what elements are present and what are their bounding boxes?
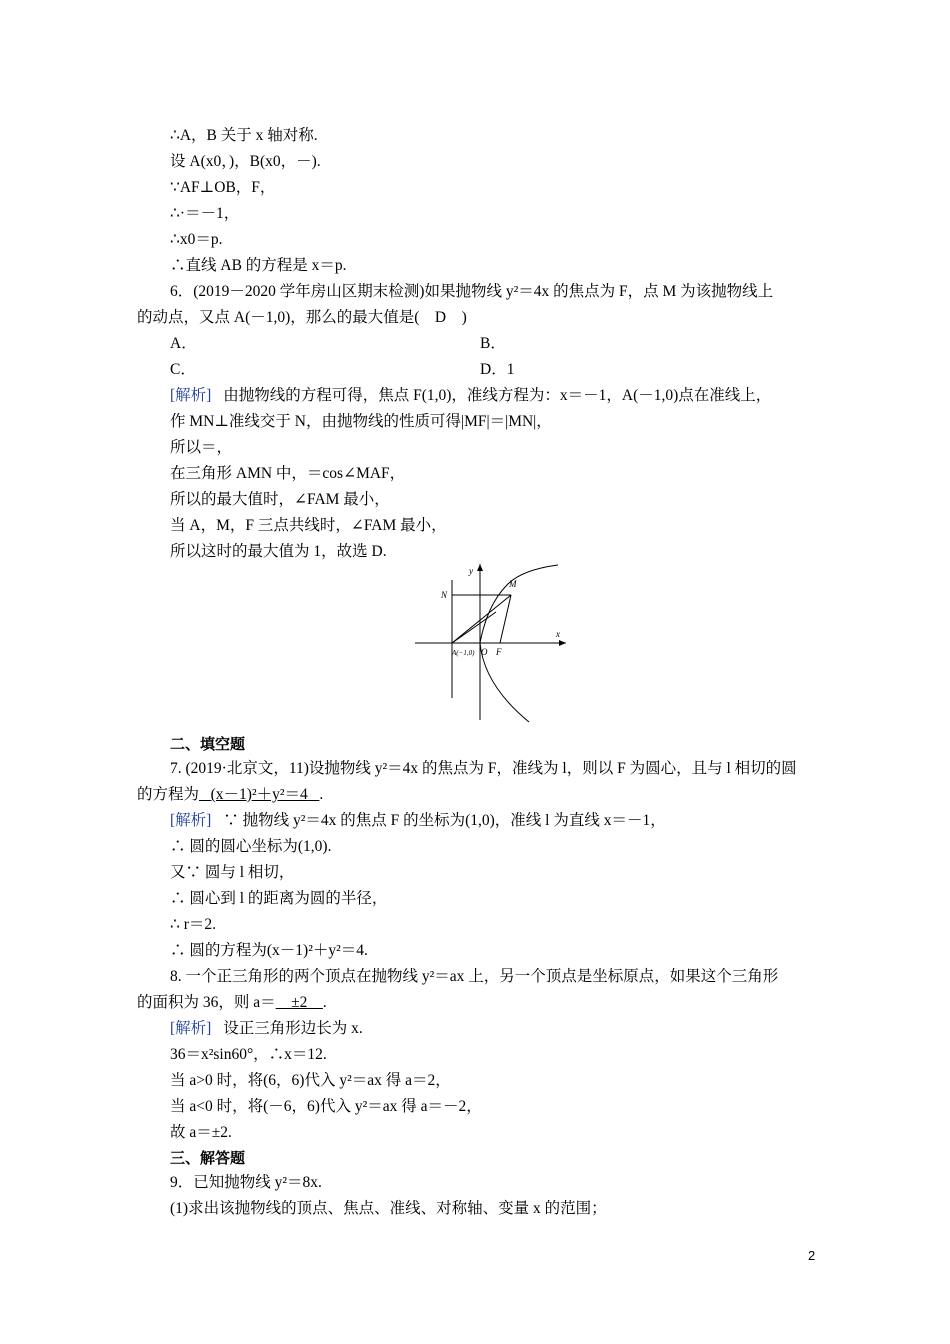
analysis-tag: [解析] [170,1020,212,1037]
question-7-stem: 7. (2019·北京文，11)设抛物线 y²＝4x 的焦点为 F，准线为 l，则以 F 为圆心，且与 l 相切的圆 [170,760,797,777]
question-6-stem-cont: 的动点，又点 A(－1,0)，那么的最大值是( D ) [137,309,467,326]
analysis-tag: [解析] [170,387,212,404]
answer-text: ±2 [291,994,308,1011]
solution-line: 在三角形 AMN 中，＝cos∠MAF， [170,465,406,482]
solution-line: 当 a>0 时，将(6，6)代入 y²＝ax 得 a＝2， [170,1072,451,1089]
parabola-figure [408,560,573,730]
solution-line: 所以的最大值时，∠FAM 最小， [170,491,390,508]
solution-line: 又∵ 圆与 l 相切， [170,864,295,881]
solution-line: ∴ 圆心到 l 的距离为圆的半径， [170,890,388,907]
question-8-stem: 8. 一个正三角形的两个顶点在抛物线 y²＝ax 上，另一个顶点是坐标原点，如果这个三角形 [170,968,779,985]
text-line: ∴x0＝p. [170,231,223,248]
solution-text: 设正三角形边长为 x. [223,1020,363,1037]
point-a-label: A(−1,0) [452,649,475,657]
period: . [319,786,324,803]
page-number: 2 [808,1248,816,1263]
solution-line: 作 MN⊥准线交于 N，由抛物线的性质可得|MF|＝|MN|， [170,413,552,430]
point-n-label: N [441,590,448,600]
stem-text: 的方程为 [137,786,200,803]
x-axis-label: x [556,629,560,639]
option-a: A． [170,335,197,352]
solution-line [170,811,666,831]
answer-blank [276,993,323,1013]
option-c: C． [170,361,196,378]
option-d: D．1 [480,361,515,378]
question-7-stem-cont [137,785,323,805]
question-9-part-1: (1)求出该抛物线的顶点、焦点、准线、对称轴、变量 x 的范围； [170,1200,607,1217]
solution-line: 当 a<0 时，将(－6，6)代入 y²＝ax 得 a＝－2， [170,1098,482,1115]
analysis-tag: [解析] [170,812,212,829]
solution-line: 当 A，M，F 三点共线时，∠FAM 最小， [170,517,447,534]
text-line: ∴直线 AB 的方程是 x＝p. [170,257,347,274]
point-m-label: M [509,579,517,589]
origin-label: O [481,647,488,657]
point-f-label: F [496,647,502,657]
solution-line: 所以＝， [170,439,233,456]
solution-line: 所以这时的最大值为 1，故选 D. [170,543,387,560]
solution-line: 36＝x²sin60°，∴x＝12. [170,1046,327,1063]
period: . [322,994,327,1011]
section-heading: 三、解答题 [170,1150,246,1167]
question-8-stem-cont [137,993,327,1013]
solution-line: ∴ 圆的圆心坐标为(1,0). [170,838,332,855]
question-9-stem: 9．已知抛物线 y²＝8x. [170,1174,322,1191]
solution-line: ∴ r＝2. [170,916,217,933]
stem-text: 的面积为 36，则 a＝ [137,994,276,1011]
solution-text: 由抛物线的方程可得，焦点 F(1,0)，准线方程为：x＝－1，A(－1,0)点在准线上， [223,387,772,404]
y-axis-label: y [469,566,473,576]
text-line: 设 A(x0，)，B(x0，－). [170,153,321,170]
solution-line: ∴ 圆的方程为(x－1)²＋y²＝4. [170,942,368,959]
solution-text: ∵ 抛物线 y²＝4x 的焦点 F 的坐标为(1,0)，准线 l 为直线 x＝－1， [223,812,666,829]
text-line: ∵AF⊥OB，F， [170,179,276,196]
section-heading: 二、填空题 [170,736,246,753]
question-6-stem: 6．(2019－2020 学年房山区期末检测)如果抛物线 y²＝4x 的焦点为 F，点 M 为该抛物线上 [170,283,774,300]
text-line: ∴·＝－1， [170,205,240,222]
answer-text: (x－1)²＋y²＝4 [210,786,308,803]
solution-line [170,386,771,406]
text-line: ∴A，B 关于 x 轴对称. [170,127,318,144]
y-axis-arrow [477,564,483,571]
answer-blank [199,785,319,805]
x-axis-arrow [559,640,566,646]
solution-line: 故 a＝±2. [170,1124,232,1141]
solution-line [170,1019,363,1039]
option-b: B． [480,335,506,352]
segment-af [452,612,496,643]
